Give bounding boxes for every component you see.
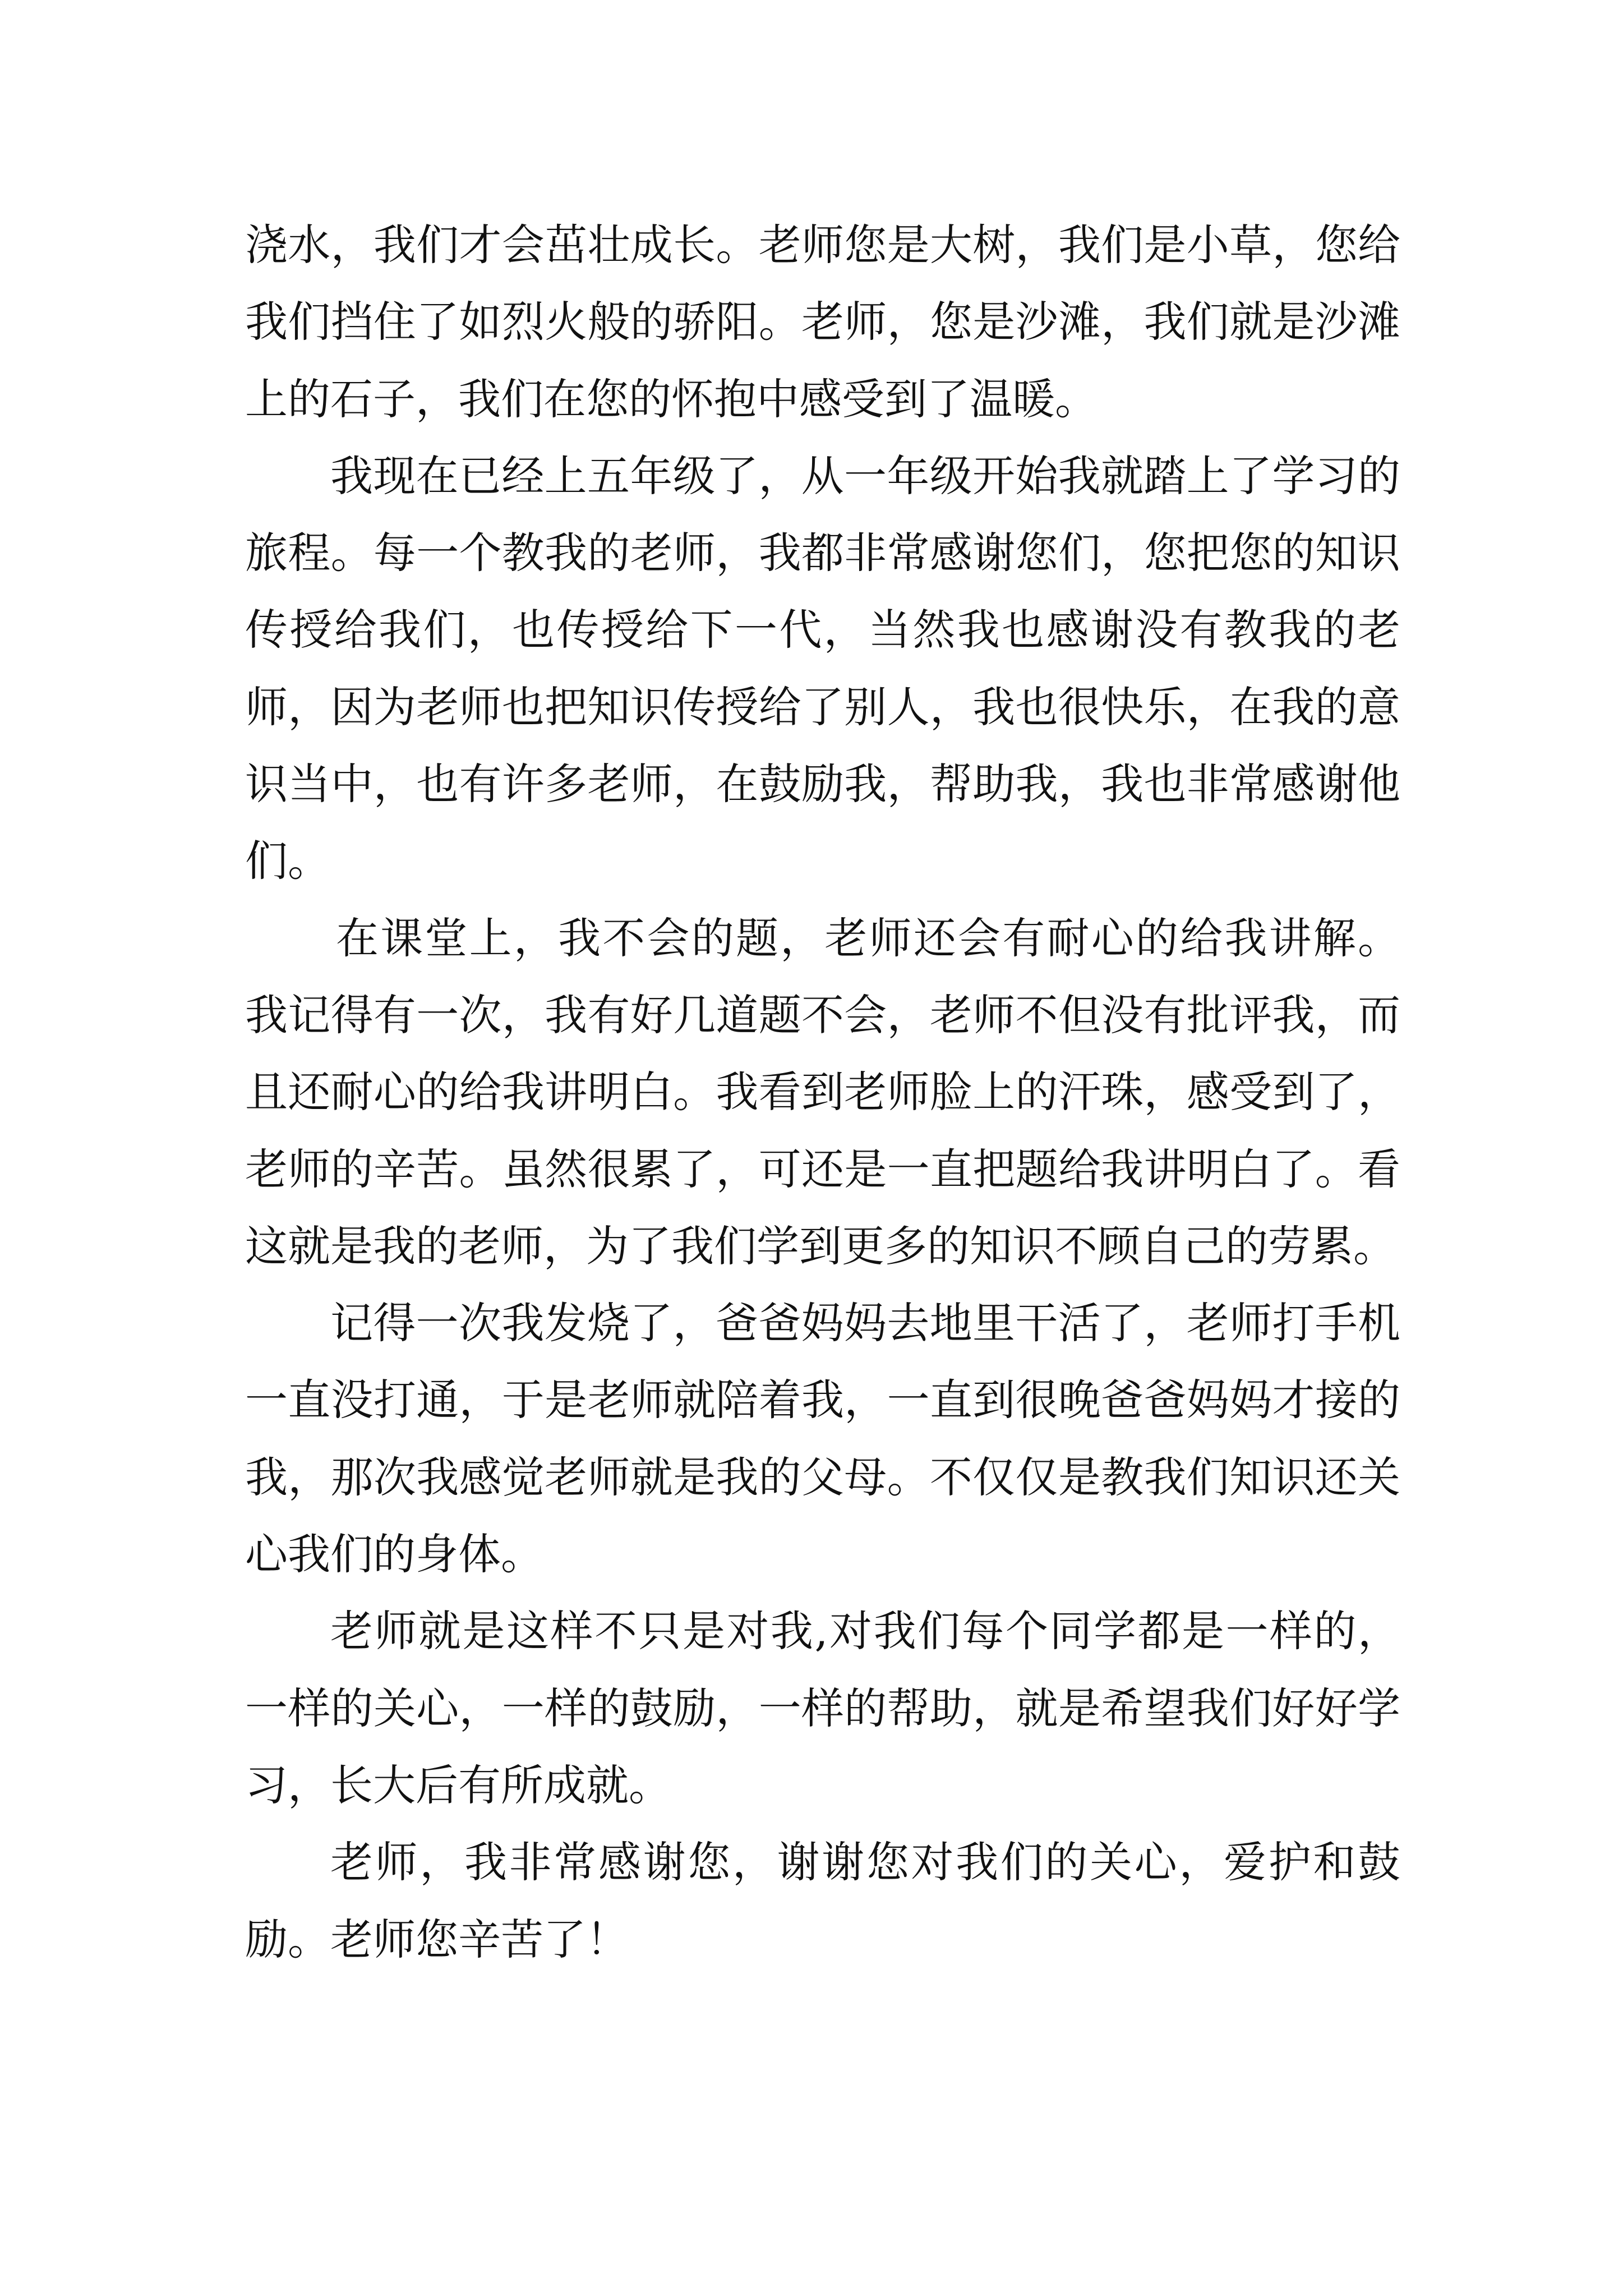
- paragraph-6: 老师，我非常感谢您，谢谢您对我们的关心，爱护和鼓励。老师您辛苦了！: [245, 1837, 1400, 1964]
- document-body: [245, 206, 1400, 1978]
- paragraph-1: 浇水，我们才会茁壮成长。老师您是大树，我们是小草，您给我们挡住了如烈火般的骄阳。老师，您是沙滩，我们就是沙滩上的石子，我们在您的怀抱中感受到了温暖。: [245, 220, 1400, 424]
- paragraph-5: 老师就是这样不只是对我,对我们每个同学都是一样的，一样的关心，一样的鼓励，一样的帮助，就是希望我们好好学习，长大后有所成就。: [245, 1606, 1400, 1810]
- paragraph-3: 在课堂上，我不会的题，老师还会有耐心的给我讲解。我记得有一次，我有好几道题不会，老师不但没有批评我，而且还耐心的给我讲明白。我看到老师脸上的汗珠，感受到了，老师的辛苦。虽然很累了，可还是一直把题给我讲明白了。看这就是我的老师，为了我们学到更多的知识不顾自己的劳累。: [245, 913, 1400, 1271]
- paragraph-2: 我现在已经上五年级了，从一年级开始我就踏上了学习的旅程。每一个教我的老师，我都非常感谢您们，您把您的知识传授给我们，也传授给下一代，当然我也感谢没有教我的老师，因为老师也把知识传授给了别人，我也很快乐，在我的意识当中，也有许多老师，在鼓励我，帮助我，我也非常感谢他们。: [245, 450, 1400, 886]
- paragraph-4: 记得一次我发烧了，爸爸妈妈去地里干活了，老师打手机一直没打通，于是老师就陪着我，一直到很晚爸爸妈妈才接的我，那次我感觉老师就是我的父母。不仅仅是教我们知识还关心我们的身体。: [245, 1298, 1400, 1580]
